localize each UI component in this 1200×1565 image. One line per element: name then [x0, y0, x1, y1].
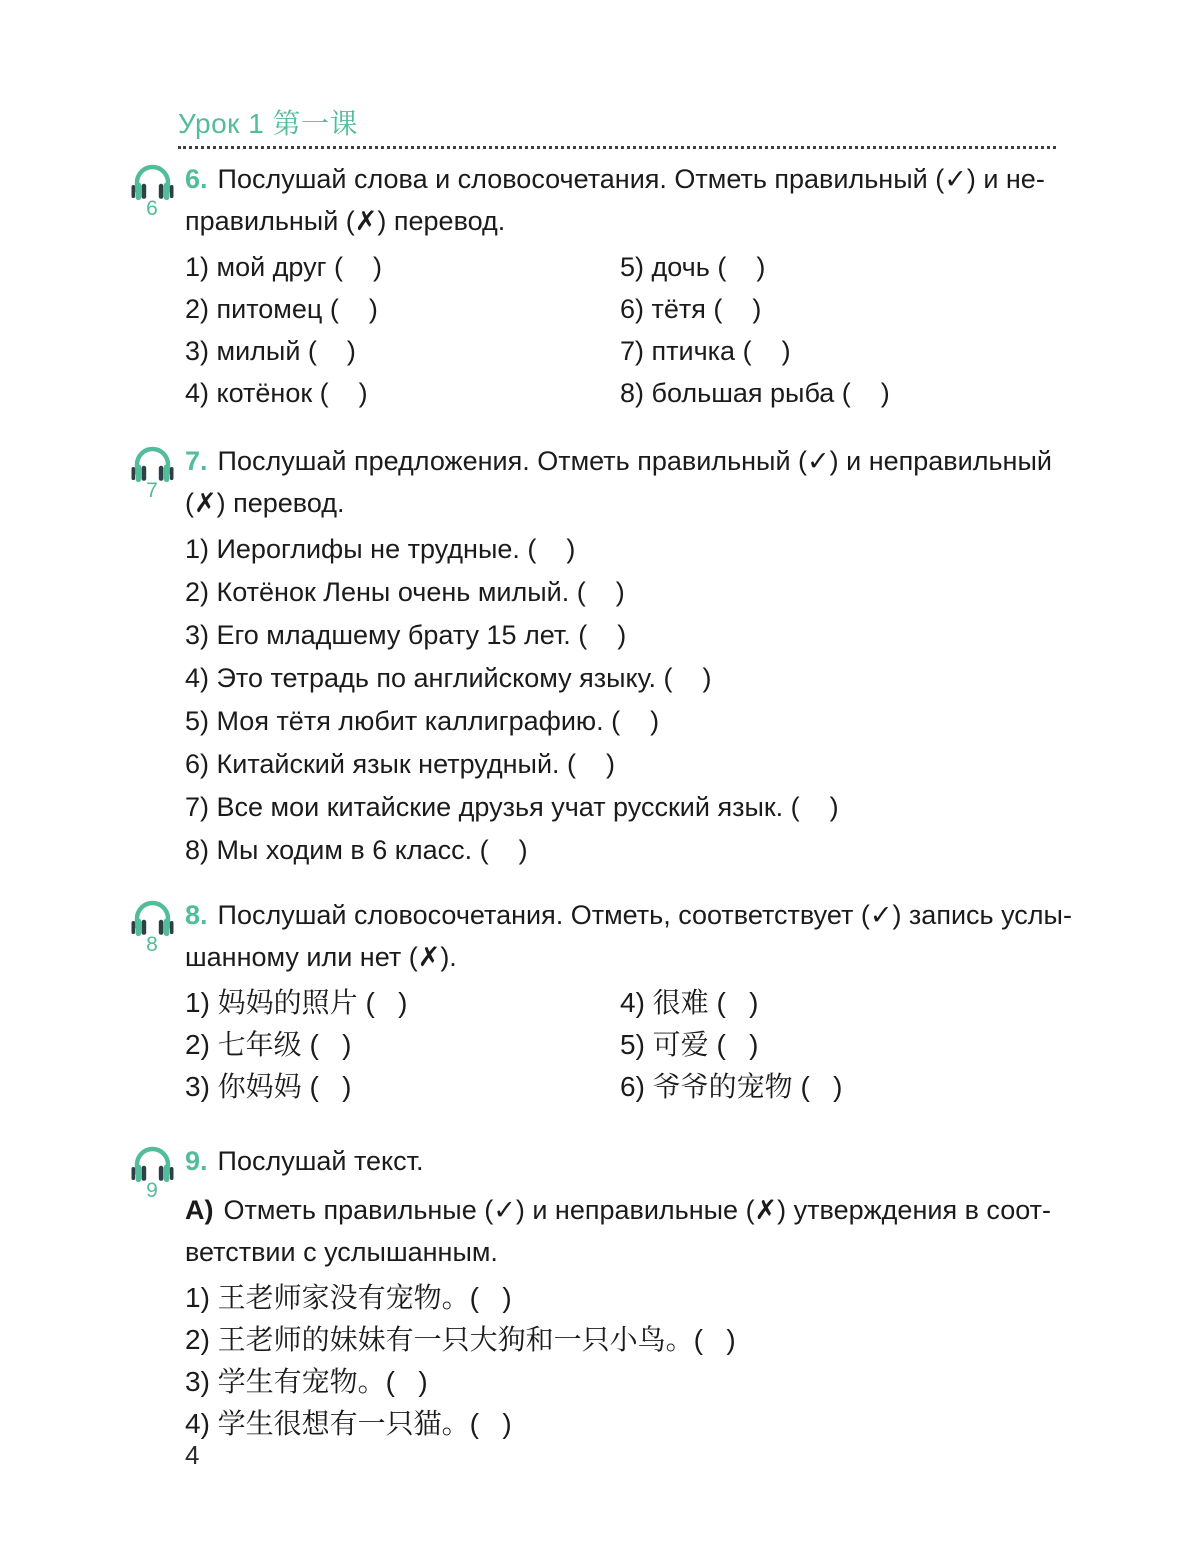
headphones-icon — [127, 1142, 177, 1182]
exercise-7-items — [185, 528, 1080, 872]
part-a-heading: А) Отметь правильные (✓) и неправильные (✗) утверждения в соот- — [185, 1195, 1052, 1225]
list-item: 7) Все мои китайские друзья учат русский язык. ( ) — [185, 792, 839, 822]
part-a-heading-line2: ветствии с услышанным. — [185, 1237, 498, 1267]
exercise-title: 9. Послушай текст. — [185, 1146, 424, 1176]
headphones-icon — [127, 896, 177, 936]
list-item: 8) большая рыба ( ) — [620, 378, 890, 408]
lesson-title: Урок 1 第一课 — [178, 108, 359, 139]
audio-indicator-6 — [124, 160, 180, 220]
exercise-title: 7. Послушай предложения. Отметь правильный (✓) и неправильный — [185, 446, 1052, 476]
list-item: 6) 爷爷的宠物 ( ) — [620, 1071, 843, 1102]
list-item: 5) 可爱 ( ) — [620, 1029, 759, 1060]
list-item: 4) Это тетрадь по английскому языку. ( ) — [185, 663, 712, 693]
list-item: 4) 学生很想有一只猫。( ) — [185, 1408, 512, 1439]
list-item: 8) Мы ходим в 6 класс. ( ) — [185, 835, 528, 865]
exercise-number: 8. — [185, 900, 208, 930]
list-item: 1) 王老师家没有宠物。( ) — [185, 1282, 512, 1313]
list-item: 2) Котёнок Лены очень милый. ( ) — [185, 577, 625, 607]
audio-indicator-7 — [124, 442, 180, 502]
list-item: 1) 妈妈的照片 ( ) — [185, 987, 408, 1018]
list-item: 1) мой друг ( ) — [185, 252, 382, 282]
list-item: 6) тётя ( ) — [620, 294, 762, 324]
list-item: 4) котёнок ( ) — [185, 378, 368, 408]
headphones-icon — [127, 160, 177, 200]
exercise-6-items — [185, 246, 1080, 414]
exercise-8-items — [185, 982, 1080, 1108]
exercise-title-line2: правильный (✗) перевод. — [185, 206, 506, 236]
audio-track-number: 6 — [146, 197, 158, 220]
list-item: 5) дочь ( ) — [620, 252, 766, 282]
exercise-number: 9. — [185, 1146, 208, 1176]
list-item: 4) 很难 ( ) — [620, 987, 759, 1018]
audio-track-number: 7 — [146, 479, 158, 502]
list-item: 2) 王老师的妹妹有一只大狗和一只小鸟。( ) — [185, 1324, 736, 1355]
list-item: 3) 你妈妈 ( ) — [185, 1071, 352, 1102]
page-number: 4 — [185, 1440, 200, 1470]
list-item: 1) Иероглифы не трудные. ( ) — [185, 534, 576, 564]
exercise-number: 7. — [185, 446, 208, 476]
exercise-title-line2: (✗) перевод. — [185, 488, 345, 518]
list-item: 2) 七年级 ( ) — [185, 1029, 352, 1060]
list-item: 6) Китайский язык нетрудный. ( ) — [185, 749, 616, 779]
audio-indicator-9 — [124, 1142, 180, 1202]
list-item: 2) питомец ( ) — [185, 294, 378, 324]
list-item: 3) 学生有宠物。( ) — [185, 1366, 428, 1397]
exercise-title-line2: шанному или нет (✗). — [185, 942, 457, 972]
audio-track-number: 8 — [146, 933, 158, 956]
list-item: 5) Моя тётя любит каллиграфию. ( ) — [185, 706, 660, 736]
list-item: 3) Его младшему брату 15 лет. ( ) — [185, 620, 627, 650]
exercise-title: 8. Послушай словосочетания. Отметь, соответствует (✓) запись услы- — [185, 900, 1072, 930]
list-item: 3) милый ( ) — [185, 336, 356, 366]
part-a-label: А) — [185, 1195, 214, 1225]
exercise-number: 6. — [185, 164, 208, 194]
audio-track-number: 9 — [146, 1179, 158, 1202]
exercise-title: 6. Послушай слова и словосочетания. Отметь правильный (✓) и не- — [185, 164, 1045, 194]
headphones-icon — [127, 442, 177, 482]
header-divider — [178, 131, 1056, 149]
exercise-9-items — [185, 1277, 1080, 1445]
audio-indicator-8 — [124, 896, 180, 956]
list-item: 7) птичка ( ) — [620, 336, 791, 366]
